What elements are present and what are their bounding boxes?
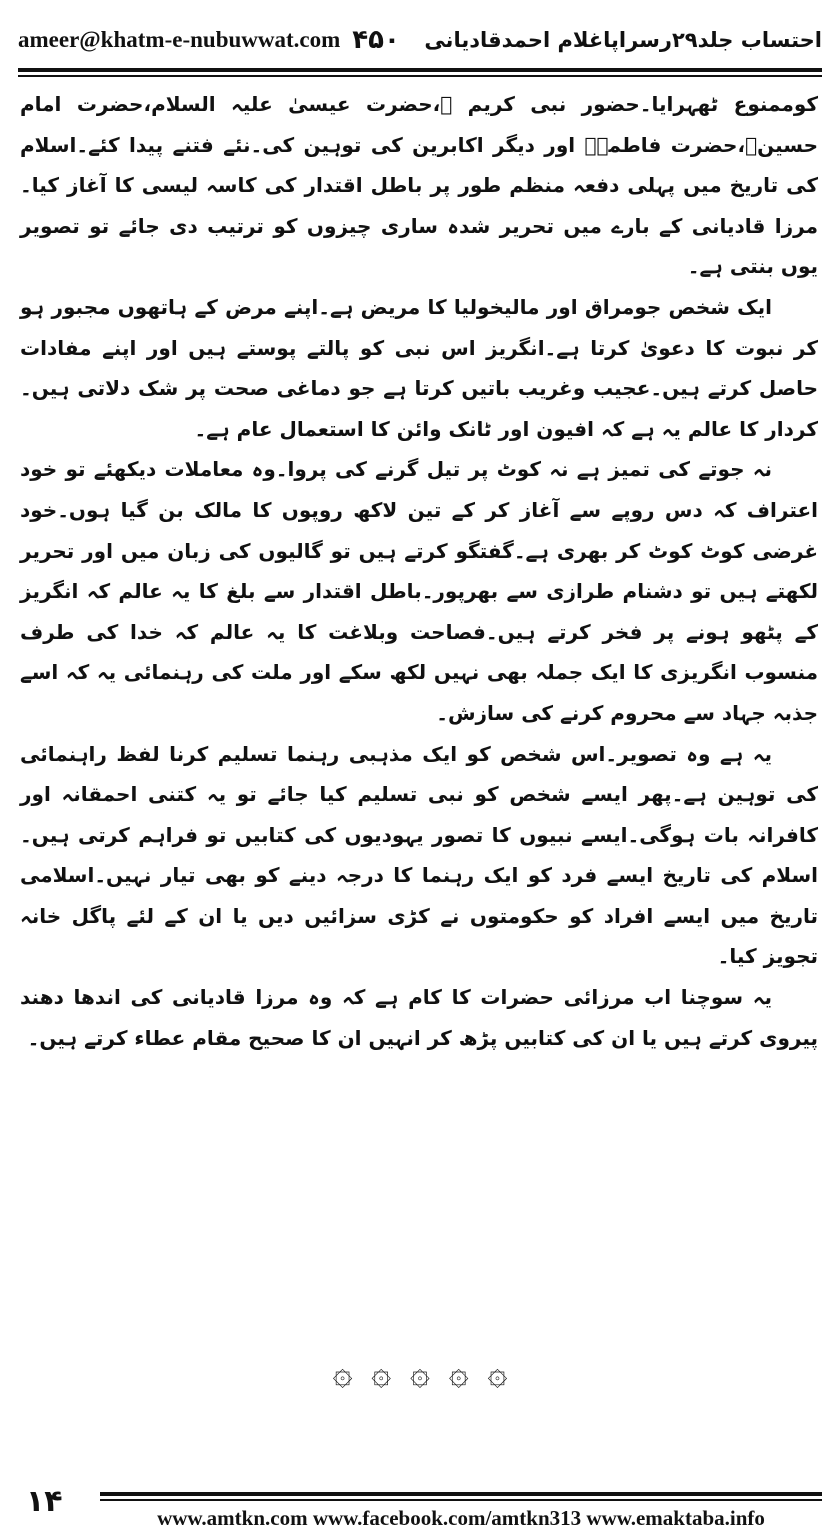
paragraph-1: کوممنوع ٹھہرایا۔حضور نبی کریم ﷺ،حضرت عیسیٰ علیہ السلام،حضرت امام حسینؓ،حضرت فاطمہؓ اور دیگر اکابرین کی توہین کی۔نئے فتنے پیدا کئے۔اسلام کی تاریخ میں پہلی دفعہ منظم طور پر باطل اقتدار کی کاسہ لیسی کا آغاز کیا۔مرزا قادیانی کے بارے میں تحریر شدہ ساری چیزوں کو ترتیب دی جائے تو تصویر یوں بنتی ہے۔ xyxy=(20,92,818,279)
header-rule xyxy=(18,68,822,72)
paragraph-4: یہ ہے وہ تصویر۔اس شخص کو ایک مذہبی رہنما تسلیم کرنا لفظ راہنمائی کی توہین ہے۔پھر ایسے شخص کو نبی تسلیم کیا جائے تو یہ کتنی احمقانہ اور کافرانہ بات ہوگی۔ایسے نبیوں کا تصور یہودیوں کی کتابیں تو فراہم کرتی ہیں۔اسلام کی تاریخ ایسے فرد کو ایک رہنما کا درجہ دینے کو بھی تیار نہیں۔اسلامی تاریخ میں ایسے افراد کو حکومتوں نے کڑی سزائیں دیں یا ان کے لئے پاگل خانہ تجویز کیا۔ xyxy=(20,741,818,969)
footer-rule-thin xyxy=(100,1499,822,1501)
paragraph-5: یہ سوچنا اب مرزائی حضرات کا کام ہے کہ وہ مرزا قادیانی کی اندھا دھند پیروی کرتے ہیں یا ان کی کتابیں پڑھ کر انہیں ان کا صحیح مقام عطاء کرتے ہیں۔ xyxy=(20,985,818,1050)
paragraph-2: ایک شخص جومراق اور مالیخولیا کا مریض ہے۔اپنے مرض کے ہاتھوں مجبور ہو کر نبوت کا دعویٰ کرتا ہے۔انگریز اس نبی کو پالتے پوستے ہیں اور اپنے مفادات حاصل کرتے ہیں۔عجیب وغریب باتیں کرتا ہے جو دماغی صحت پر شک دلاتی ہیں۔کردار کا عالم یہ ہے کہ افیون اور ٹانک وائن کا استعمال عام ہے۔ xyxy=(20,294,818,441)
star-ornament-icon: ۞ xyxy=(371,1353,392,1393)
header-page-number: ۴۵۰ xyxy=(352,25,400,55)
star-ornament-icon: ۞ xyxy=(332,1353,353,1393)
paragraph-3: نہ جوتے کی تمیز ہے نہ کوٹ پر تیل گرنے کی پروا۔وہ معاملات دیکھئے تو خود اعتراف کہ دس روپے سے آغاز کر کے تین لاکھ روپوں کا مالک بن گیا ہوں۔خود غرضی کوٹ کوٹ کر بھری ہے۔گفتگو کرتے ہیں تو گالیوں کی زبان میں اور تحریر لکھتے ہیں تو دشنام طرازی سے بھرپور۔باطل اقتدار سے بلغ کا یہ عالم کہ انگریز کے پٹھو ہونے پر فخر کرتے ہیں۔فصاحت وبلاغت کا یہ عالم کہ خدا کی طرف منسوب انگریزی کا ایک جملہ بھی نہیں لکھ سکے اور ملت کی رہنمائی یہ کہ اسے جذبہ جہاد سے محروم کرنے کی سازش۔ xyxy=(20,457,818,725)
article-body xyxy=(20,84,818,1058)
footer-rule xyxy=(100,1492,822,1496)
star-ornament-icon: ۞ xyxy=(410,1353,430,1393)
star-ornament-icon: ۞ xyxy=(448,1353,469,1393)
footer-page-number: ۱۴ xyxy=(26,1484,63,1519)
page-header xyxy=(18,14,822,66)
running-title: احتساب جلد۲۹رسراپاغلام احمدقادیانی xyxy=(424,28,822,52)
header-rule-thin xyxy=(18,75,822,77)
star-ornament-icon: ۞ xyxy=(487,1353,508,1393)
footer-links: www.amtkn.com www.facebook.com/amtkn313 www.emaktaba.info xyxy=(157,1506,765,1530)
section-ornament xyxy=(0,1352,840,1393)
header-email: ameer@khatm-e-nubuwwat.com xyxy=(18,27,341,52)
header-left-group xyxy=(18,25,400,55)
